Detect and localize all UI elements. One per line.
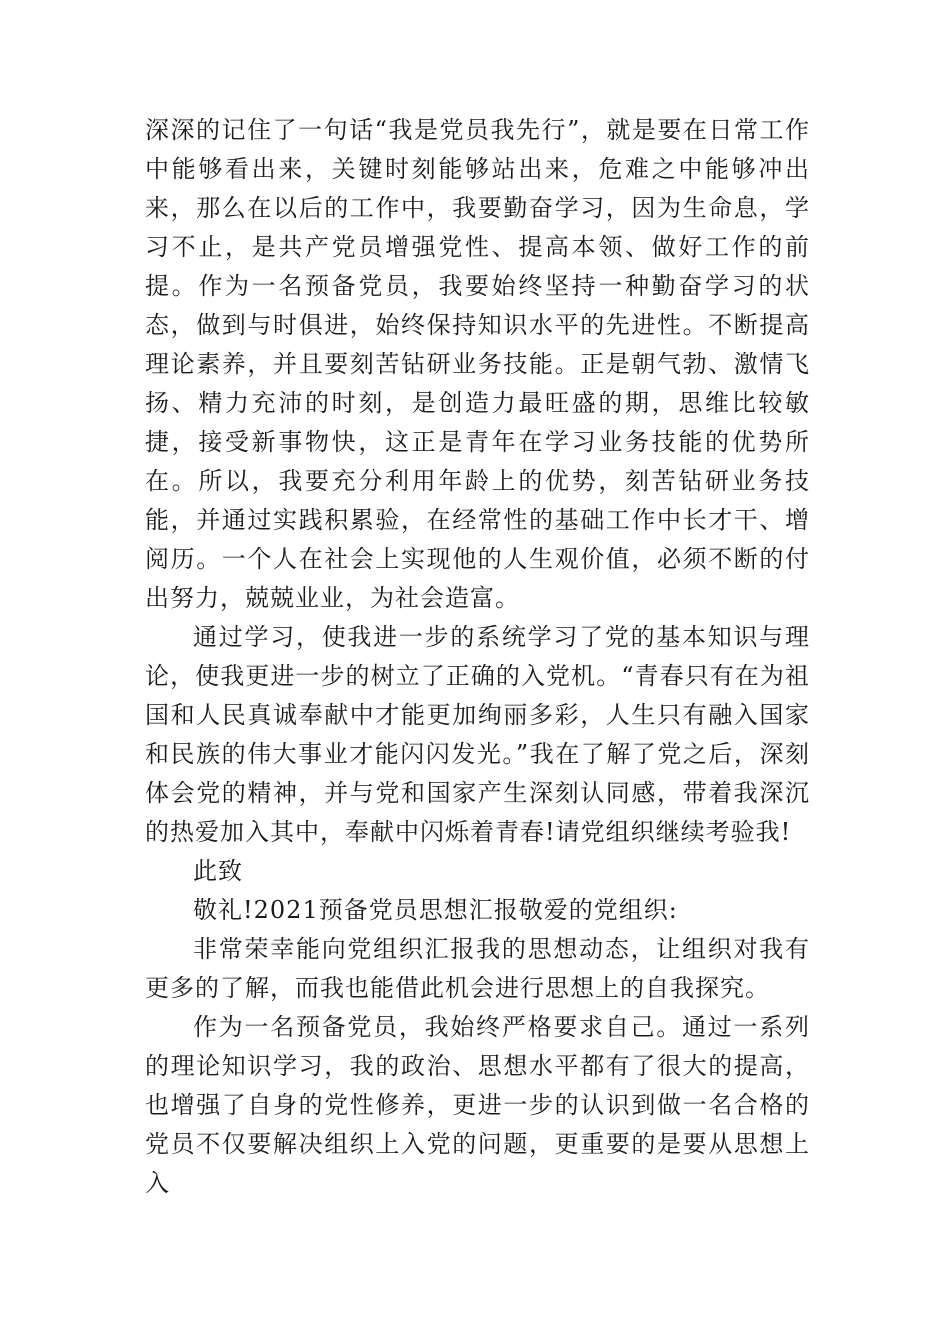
paragraph-2: 通过学习，使我进一步的系统学习了党的基本知识与理论，使我更进一步的树立了正确的入党机。“青春只有在为祖国和人民真诚奉献中才能更加绚丽多彩，人生只有融入国家和民族的伟大事业才能闪闪发光。”我在了解了党之后，深刻体会党的精神，并与党和国家产生深刻认同感，带着我深沉的热爱加入其中，奉献中闪烁着青春!请党组织继续考验我!: [145, 623, 810, 846]
document-body: [145, 111, 810, 1203]
paragraph-closing-salutation: 此致: [193, 857, 243, 885]
paragraph-greeting: 敬礼!2021预备党员思想汇报敬爱的党组织:: [193, 896, 678, 924]
paragraph-1: 深深的记住了一句话“我是党员我先行”，就是要在日常工作中能够看出来，关键时刻能够站出来，危难之中能够冲出来，那么在以后的工作中，我要勤奋学习，因为生命息，学习不止，是共产党员增强党性、提高本领、做好工作的前提。作为一名预备党员，我要始终坚持一种勤奋学习的状态，做到与时俱进，始终保持知识水平的先进性。不断提高理论素养，并且要刻苦钻研业务技能。正是朝气勃、激情飞扬、精力充沛的时刻，是创造力最旺盛的期，思维比较敏捷，接受新事物快，这正是青年在学习业务技能的优势所在。所以，我要充分利用年龄上的优势，刻苦钻研业务技能，并通过实践积累验，在经常性的基础工作中长才干、增阅历。一个人在社会上实现他的人生观价值，必须不断的付出努力，兢兢业业，为社会造富。: [145, 116, 810, 612]
paragraph-4: 作为一名预备党员，我始终严格要求自己。通过一系列的理论知识学习，我的政治、思想水平都有了很大的提高，也增强了自身的党性修养，更进一步的认识到做一名合格的党员不仅要解决组织上入党的问题，更重要的是要从思想上入: [145, 1013, 810, 1197]
paragraph-3: 非常荣幸能向党组织汇报我的思想动态，让组织对我有更多的了解，而我也能借此机会进行思想上的自我探究。: [145, 935, 810, 1002]
